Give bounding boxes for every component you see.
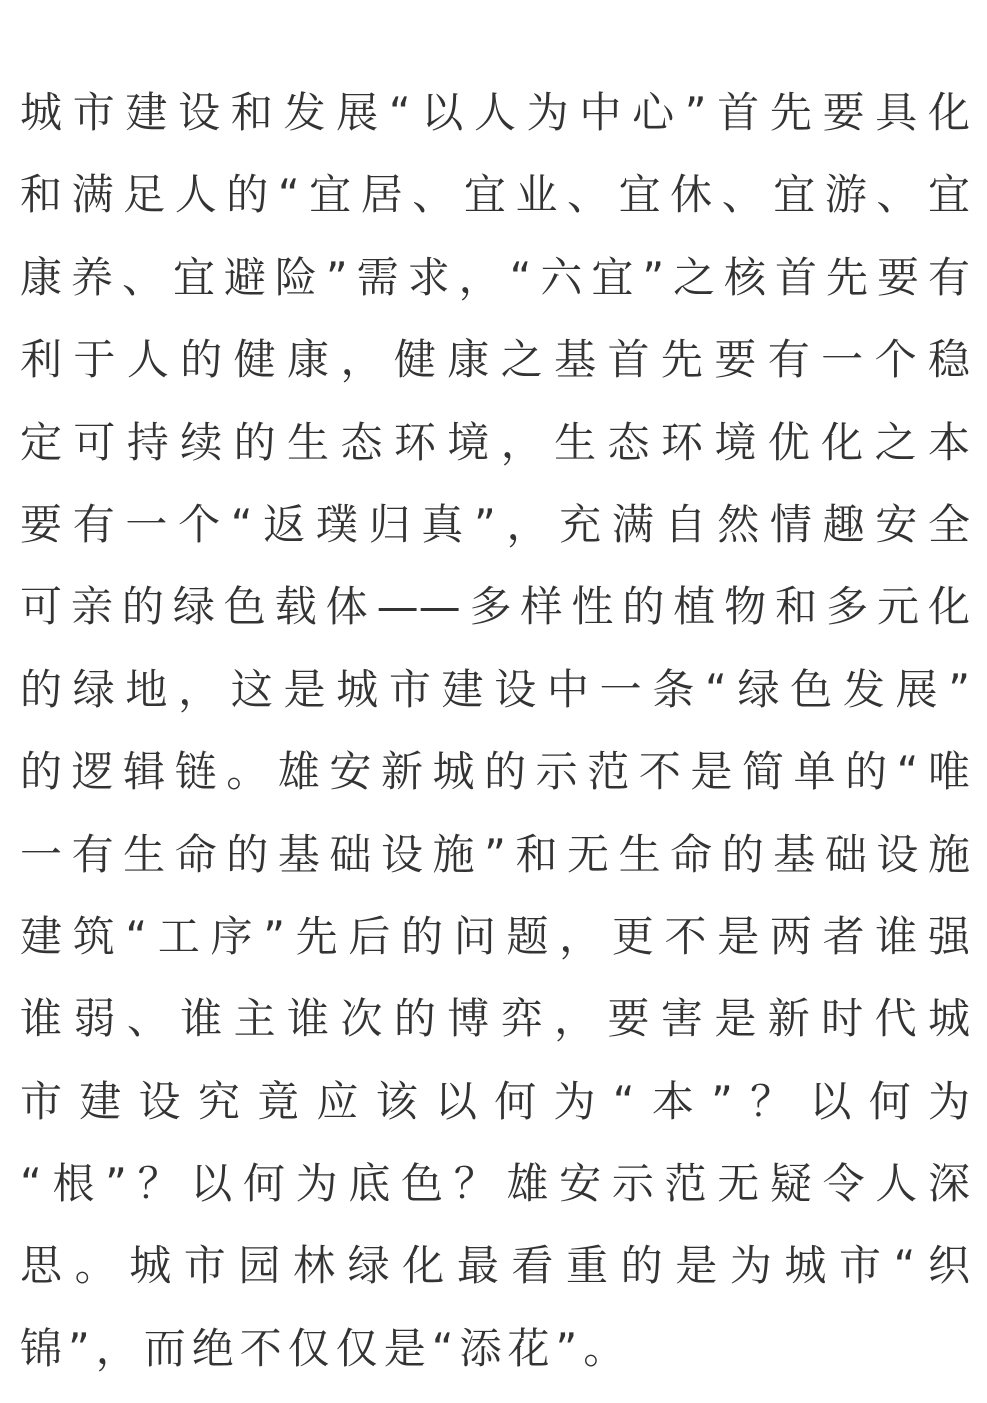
text-line: 康养、宜避险”需求，“六宜”之核首先要有 xyxy=(20,252,970,302)
text-line: 的绿地，这是城市建设中一条“绿色发展” xyxy=(20,664,970,714)
text-line: 和满足人的“宜居、宜业、宜休、宜游、宜 xyxy=(20,170,970,220)
text-line: 建筑“工序”先后的问题，更不是两者谁强 xyxy=(20,911,970,961)
text-line: 要有一个“返璞归真”，充满自然情趣安全 xyxy=(20,499,970,549)
text-line: 的逻辑链。雄安新城的示范不是简单的“唯 xyxy=(20,747,970,797)
text-line: 思。城市园林绿化最看重的是为城市“织 xyxy=(20,1241,970,1291)
text-line: 市建设究竟应该以何为“本”？以何为 xyxy=(20,1076,970,1126)
text-line: 可亲的绿色载体——多样性的植物和多元化 xyxy=(20,582,970,632)
text-line: 一有生命的基础设施”和无生命的基础设施 xyxy=(20,829,970,879)
text-line: “根”？以何为底色？雄安示范无疑令人深 xyxy=(20,1159,970,1209)
text-line-last: 锦”，而绝不仅仅是“添花”。 xyxy=(20,1323,632,1373)
text-line: 谁弱、谁主谁次的博弈，要害是新时代城 xyxy=(20,994,970,1044)
text-line: 利于人的健康，健康之基首先要有一个稳 xyxy=(20,335,970,385)
text-line: 城市建设和发展“以人为中心”首先要具化 xyxy=(20,88,970,137)
text-line: 定可持续的生态环境，生态环境优化之本 xyxy=(20,417,970,467)
article-body xyxy=(20,72,970,1390)
